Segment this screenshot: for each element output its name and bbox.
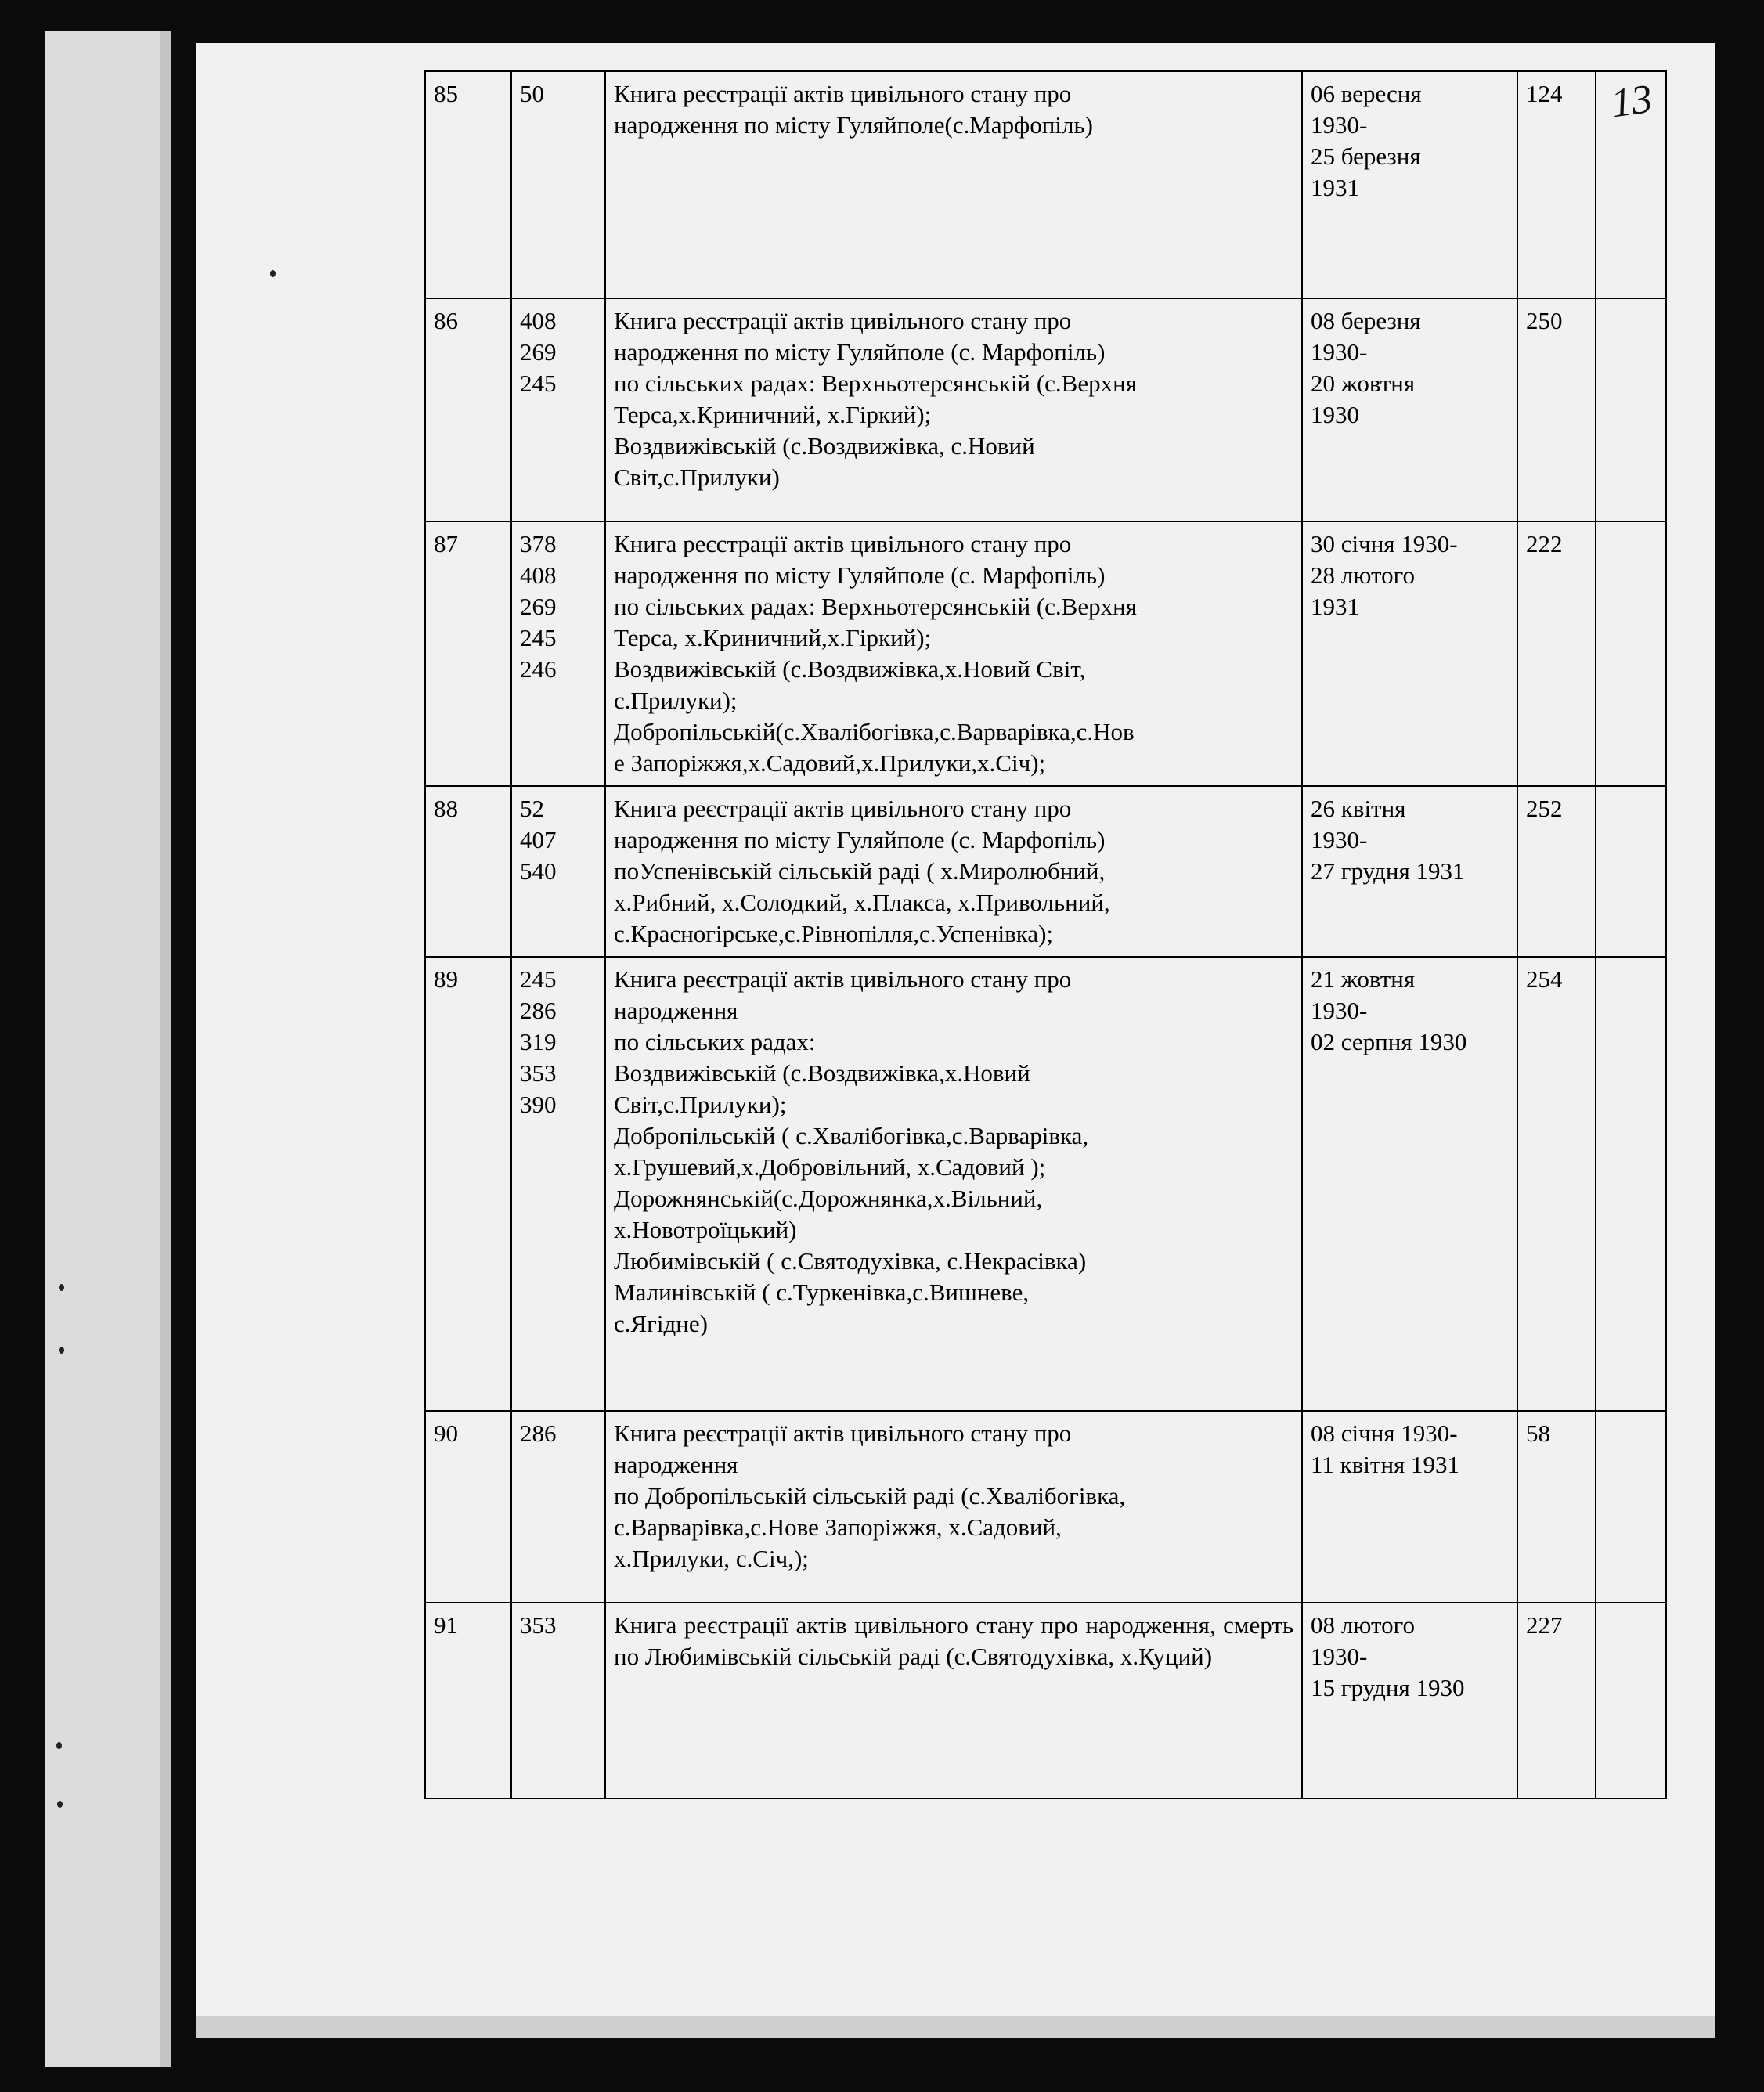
table-row <box>425 957 1666 1411</box>
date-range: 21 жовтня 1930- 02 серпня 1930 <box>1302 957 1517 1411</box>
row-number: 86 <box>425 298 511 521</box>
notes-cell <box>1596 957 1666 1411</box>
date-range: 08 березня 1930- 20 жовтня 1930 <box>1302 298 1517 521</box>
fund-codes: 286 <box>511 1411 605 1603</box>
page-count: 227 <box>1517 1603 1596 1798</box>
notes-cell <box>1596 786 1666 957</box>
date-range: 06 вересня 1930- 25 березня 1931 <box>1302 71 1517 298</box>
date-range: 26 квітня 1930- 27 грудня 1931 <box>1302 786 1517 957</box>
row-number: 91 <box>425 1603 511 1798</box>
fund-codes: 378 408 269 245 246 <box>511 521 605 786</box>
page-bottom-edge <box>196 2016 1715 2038</box>
date-range: 30 січня 1930- 28 лютого 1931 <box>1302 521 1517 786</box>
fund-codes: 408 269 245 <box>511 298 605 521</box>
page-count: 254 <box>1517 957 1596 1411</box>
adjacent-page-strip <box>45 31 171 2067</box>
scan-speck <box>57 1801 63 1808</box>
record-title: Книга реєстрації актів цивільного стану про народження по сільських радах: Воздвижівській (с.Воздвижівка,х.Новий Світ,с.Прилуки); Добропільській ( с.Хвалібогівка,с.Варварівка, х.Грушевий,х.Добровільний, х.Садовий ); Дорожнянській(с.Дорожнянка,х.Вільний, х.Новотроїцький) Любимівській ( с.Святодухівка, с.Некрасівка) Малинівській ( с.Туркенівка,с.Вишневе, с.Ягідне) <box>605 957 1302 1411</box>
row-number: 87 <box>425 521 511 786</box>
scan-speck <box>270 270 276 277</box>
scan-speck <box>56 1742 62 1749</box>
date-range: 08 січня 1930- 11 квітня 1931 <box>1302 1411 1517 1603</box>
page-count: 250 <box>1517 298 1596 521</box>
scan-speck <box>59 1284 64 1291</box>
row-number: 90 <box>425 1411 511 1603</box>
page-count: 124 <box>1517 71 1596 298</box>
page-count: 252 <box>1517 786 1596 957</box>
scan-speck <box>59 1347 64 1354</box>
fund-codes: 50 <box>511 71 605 298</box>
record-title: Книга реєстрації актів цивільного стану про народження, смерть по Любимівській сільській раді (с.Святодухівка, х.Куций) <box>605 1603 1302 1798</box>
row-number: 88 <box>425 786 511 957</box>
record-title: Книга реєстрації актів цивільного стану про народження по місту Гуляйполе (с. Марфопіль) по сільських радах: Верхньотерсянській (с.Верхня Терса, х.Криничний,х.Гіркий); Воздвижівській (с.Воздвижівка,х.Новий Світ, с.Прилуки); Добропільській(с.Хвалібогівка,с.Варварівка,с.Нов е Запоріжжя,х.Садовий,х.Прилуки,х.Січ); <box>605 521 1302 786</box>
adjacent-page-edge <box>160 31 171 2067</box>
table-row <box>425 786 1666 957</box>
row-number: 85 <box>425 71 511 298</box>
fund-codes: 245 286 319 353 390 <box>511 957 605 1411</box>
table-row <box>425 1411 1666 1603</box>
notes-cell <box>1596 1411 1666 1603</box>
fund-codes: 353 <box>511 1603 605 1798</box>
page-count: 222 <box>1517 521 1596 786</box>
table-row <box>425 521 1666 786</box>
record-title: Книга реєстрації актів цивільного стану про народження по місту Гуляйполе (с. Марфопіль) поУспенівській сільській раді ( х.Миролюбний, х.Рибний, х.Солодкий, х.Плакса, х.Привольний, с.Красногірське,с.Рівнопілля,с.Успенівка); <box>605 786 1302 957</box>
date-range: 08 лютого 1930- 15 грудня 1930 <box>1302 1603 1517 1798</box>
notes-cell <box>1596 521 1666 786</box>
table-row <box>425 1603 1666 1798</box>
row-number: 89 <box>425 957 511 1411</box>
page-count: 58 <box>1517 1411 1596 1603</box>
folio-number-stamp: 13 <box>1608 76 1655 127</box>
record-title: Книга реєстрації актів цивільного стану про народження по Добропільській сільській раді (с.Хвалібогівка, с.Варварівка,с.Нове Запоріжжя, х.Садовий, х.Прилуки, с.Січ,); <box>605 1411 1302 1603</box>
table-row <box>425 298 1666 521</box>
record-title: Книга реєстрації актів цивільного стану про народження по місту Гуляйполе (с. Марфопіль) по сільських радах: Верхньотерсянській (с.Верхня Терса,х.Криничний, х.Гіркий); Воздвижівській (с.Воздвижівка, с.Новий Світ,с.Прилуки) <box>605 298 1302 521</box>
notes-cell <box>1596 1603 1666 1798</box>
table-row <box>425 71 1666 298</box>
record-title: Книга реєстрації актів цивільного стану про народження по місту Гуляйполе(с.Марфопіль) <box>605 71 1302 298</box>
records-table <box>424 70 1667 1799</box>
fund-codes: 52 407 540 <box>511 786 605 957</box>
notes-cell <box>1596 71 1666 298</box>
notes-cell <box>1596 298 1666 521</box>
